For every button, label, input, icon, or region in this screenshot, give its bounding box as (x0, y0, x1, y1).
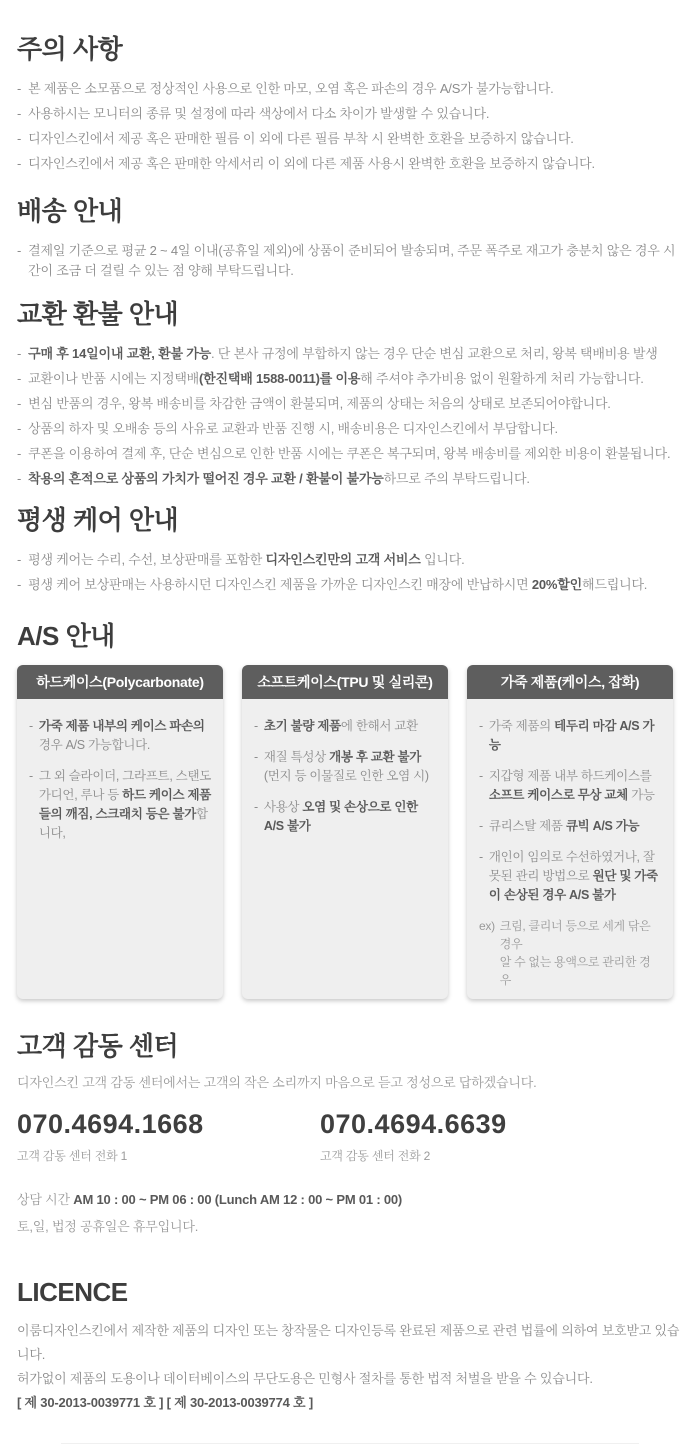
section-title-lifetime-care: 평생 케어 안내 (17, 505, 179, 535)
bullet-dash: - (17, 105, 22, 121)
as-card-note-text (500, 917, 661, 989)
as-card-item (479, 767, 661, 805)
bullet-dash: - (17, 576, 22, 592)
as-card-item-text (264, 748, 436, 786)
phone-label-1: 고객 감동 센터 전화 1 (17, 1149, 128, 1163)
as-card-item-text (39, 767, 211, 843)
text-segment: 사용상 (263, 800, 303, 814)
shipping-item-text (28, 241, 683, 281)
as-card-item (254, 798, 436, 836)
text-segment: 사용하시는 모니터의 종류 및 설정에 따라 색상에서 다소 차이가 발생할 수 있습니다. (28, 105, 490, 121)
exchange-refund-item (17, 341, 683, 366)
phone-block-2 (320, 1109, 623, 1164)
section-as-guide (17, 621, 683, 999)
phone-label-2: 고객 감동 센터 전화 2 (320, 1149, 431, 1163)
bullet-dash: - (17, 470, 22, 486)
text-segment: 교환이나 반품 시에는 지정택배 (28, 370, 200, 386)
text-emphasis: 디자인스킨만의 고객 서비스 (265, 551, 421, 567)
bullet-dash: - (29, 769, 33, 783)
text-emphasis: [ 제 30-2013-0039771 호 ] [ 제 30-2013-0039774 호 ] (17, 1395, 313, 1410)
bullet-dash: - (17, 130, 22, 146)
notice-item-text (28, 154, 683, 174)
as-card-note-prefix: ex) (479, 919, 495, 933)
exchange-refund-item-text (28, 444, 683, 464)
shipping-list (17, 238, 683, 283)
phone-number-2: 070.4694.6639 (320, 1109, 507, 1139)
as-card-softcase (242, 665, 448, 999)
as-card-item (479, 848, 661, 905)
as-card-note-line: 크림, 클리너 등으로 세게 닦은 경우 (499, 919, 651, 951)
text-emphasis: 초기 불량 제품 (263, 719, 341, 733)
text-segment: 상품의 하자 및 오배송 등의 사유로 교환과 반품 진행 시, 배송비용은 디자인스킨에서 부담합니다. (28, 420, 558, 436)
as-card-hardcase-body (17, 699, 223, 961)
section-title-as-guide: A/S 안내 (17, 621, 115, 651)
licence-lines (17, 1319, 683, 1415)
text-segment: 결제일 기준으로 평균 2 ~ 4일 이내(공휴일 제외)에 상품이 준비되어 발송되며, 주문 폭주로 재고가 충분치 않은 경우 시간이 조금 더 걸릴 수 있는 점 양해 부탁드립니다. (28, 242, 676, 278)
as-card-hardcase (17, 665, 223, 999)
as-card-item (254, 748, 436, 786)
as-card-item (479, 717, 661, 755)
text-emphasis: 소프트 케이스로 무상 교체 (488, 788, 628, 802)
bullet-dash: - (17, 395, 22, 411)
bullet-dash: - (17, 551, 22, 567)
text-segment: 본 제품은 소모품으로 정상적인 사용으로 인한 마모, 오염 혹은 파손의 경우 A/S가 불가능합니다. (28, 80, 554, 96)
notice-item-text (28, 104, 683, 124)
text-segment: 그 외 슬라이더, 그라프트, 스탠도 가디언, 루나 등 (38, 769, 211, 802)
as-card-item-text (39, 717, 211, 755)
as-card-leather-header: 가죽 제품(케이스, 잡화) (467, 665, 673, 699)
bullet-dash: - (17, 80, 22, 96)
exchange-refund-item (17, 391, 683, 416)
notice-item (17, 126, 683, 151)
bullet-dash: - (479, 850, 483, 864)
section-shipping (17, 196, 683, 283)
text-segment: 상담 시간 (17, 1192, 74, 1207)
shipping-item (17, 238, 683, 283)
section-title-customer-center: 고객 감동 센터 (17, 1031, 179, 1061)
section-title-exchange-refund: 교환 환불 안내 (17, 299, 179, 329)
text-emphasis: 테두리 마감 A/S 가능 (488, 719, 655, 752)
lifetime-care-item (17, 572, 683, 597)
bullet-dash: - (17, 345, 22, 361)
lifetime-care-item-text (28, 550, 683, 570)
section-title-shipping: 배송 안내 (17, 196, 123, 226)
exchange-refund-item-text (28, 394, 683, 414)
as-card-hardcase-header: 하드케이스(Polycarbonate) (17, 665, 223, 699)
bullet-dash: - (254, 750, 258, 764)
text-emphasis: 가죽 제품 내부의 케이스 파손의 (38, 719, 205, 733)
exchange-refund-item (17, 466, 683, 491)
bullet-dash: - (17, 445, 22, 461)
as-card-softcase-list (254, 717, 436, 836)
section-licence (17, 1277, 683, 1415)
notice-item-text (28, 79, 683, 99)
exchange-refund-item-text (28, 419, 683, 439)
notice-item (17, 101, 683, 126)
text-segment: 디자인스킨에서 제공 혹은 판매한 악세서리 이 외에 다른 제품 사용시 완벽한 호환을 보증하지 않습니다. (28, 155, 595, 171)
lifetime-care-list (17, 547, 683, 597)
text-segment: 허가없이 제품의 도용이나 데이터베이스의 무단도용은 민형사 절차를 통한 법적 처벌을 받을 수 있습니다. (17, 1371, 593, 1386)
as-card-leather (467, 665, 673, 999)
phone-block-1 (17, 1109, 320, 1164)
text-segment: 이룸디자인스킨에서 제작한 제품의 디자인 또는 창작물은 디자인등록 완료된 제품으로 관련 법률에 의하여 보호받고 있습니다. (17, 1323, 680, 1362)
as-card-item-text (489, 767, 661, 805)
text-segment: 평생 케어는 수리, 수선, 보상판매를 포함한 (28, 551, 266, 567)
bullet-dash: - (29, 719, 33, 733)
as-card-item-text (489, 817, 661, 836)
section-title-notice: 주의 사항 (17, 34, 123, 64)
text-segment: 하므로 주의 부탁드립니다. (383, 470, 530, 486)
text-segment: 합니다, (38, 807, 208, 840)
text-segment: 개인이 임의로 수선하였거나, 잘못된 관리 방법으로 (488, 850, 655, 883)
text-segment: 가죽 제품의 (488, 719, 555, 733)
customer-center-intro: 디자인스킨 고객 감동 센터에서는 고객의 작은 소리까지 마음으로 듣고 정성으로 답하겠습니다. (17, 1075, 537, 1090)
section-notice (17, 34, 683, 176)
as-card-hardcase-list (29, 717, 211, 843)
exchange-refund-item-text (28, 344, 683, 364)
text-emphasis: 20%할인 (531, 576, 583, 592)
as-card-note-line: 알 수 없는 용액으로 관리한 경우 (499, 955, 651, 987)
as-card-softcase-body (242, 699, 448, 961)
bullet-dash: - (17, 155, 22, 171)
exchange-refund-item (17, 416, 683, 441)
lifetime-care-item (17, 547, 683, 572)
text-segment: 에 한해서 교환 (340, 719, 418, 733)
exchange-refund-item-text (28, 369, 683, 389)
text-segment: (먼지 등 이물질로 인한 오염 시) (263, 769, 429, 783)
as-card-softcase-header: 소프트케이스(TPU 및 실리콘) (242, 665, 448, 699)
text-segment: 경우 A/S 가능합니다. (38, 738, 151, 752)
text-emphasis: 원단 및 가죽이 손상된 경우 A/S 불가 (488, 869, 658, 902)
as-card-item (479, 817, 661, 836)
as-card-item (254, 717, 436, 736)
text-emphasis: 개봉 후 교환 불가 (329, 750, 422, 764)
licence-line (17, 1319, 683, 1367)
text-segment: 변심 반품의 경우, 왕복 배송비를 차감한 금액이 환불되며, 제품의 상태는 처음의 상태로 보존되어야합니다. (28, 395, 611, 411)
exchange-refund-item-text (28, 469, 683, 489)
text-emphasis: 오염 및 손상으로 인한 A/S 불가 (263, 800, 418, 833)
text-emphasis: AM 10 : 00 ~ PM 06 : 00 (Lunch AM 12 : 00 ~ PM 01 : 00) (73, 1192, 403, 1207)
section-title-licence: LICENCE (17, 1277, 128, 1307)
text-emphasis: (한진택배 1588-0011)를 이용 (199, 370, 361, 386)
text-segment: . 단 본사 규정에 부합하지 않는 경우 단순 변심 교환으로 처리, 왕복 택배비용 발생 (210, 345, 658, 361)
notice-item (17, 151, 683, 176)
bullet-dash: - (17, 420, 22, 436)
as-card-item (29, 767, 211, 843)
as-card-item-text (264, 798, 436, 836)
as-cards (17, 665, 683, 999)
text-segment: 쿠폰을 이용하여 결제 후, 단순 변심으로 인한 반품 시에는 쿠폰은 복구되며, 왕복 배송비를 제외한 비용이 환불됩니다. (28, 445, 671, 461)
notice-list (17, 76, 683, 176)
bullet-dash: - (17, 242, 22, 258)
as-card-item-text (264, 717, 436, 736)
closed-days: 토,일, 법정 공휴일은 휴무입니다. (17, 1219, 199, 1234)
lifetime-care-item-text (28, 575, 683, 595)
bullet-dash: - (254, 719, 258, 733)
exchange-refund-list (17, 341, 683, 491)
section-customer-center (17, 1031, 683, 1237)
text-emphasis: 구매 후 14일이내 교환, 환불 가능 (28, 345, 211, 361)
text-segment: 지갑형 제품 내부 하드케이스를 (488, 769, 652, 783)
as-card-item-text (489, 717, 661, 755)
text-segment: 해 주셔야 추가비용 없이 원활하게 처리 가능합니다. (360, 370, 644, 386)
licence-line (17, 1367, 683, 1391)
text-segment: 입니다. (420, 551, 465, 567)
text-segment: 해드립니다. (582, 576, 648, 592)
text-segment: 큐리스탈 제품 (488, 819, 566, 833)
text-segment: 재질 특성상 (263, 750, 330, 764)
licence-line (17, 1391, 683, 1415)
text-emphasis: 하드 케이스 제품들의 깨짐, 스크래치 등은 불가 (38, 788, 211, 821)
section-lifetime-care (17, 505, 683, 597)
text-segment: 가능 (627, 788, 655, 802)
phone-columns (17, 1109, 683, 1164)
text-emphasis: 큐빅 A/S 가능 (565, 819, 640, 833)
exchange-refund-item (17, 366, 683, 391)
notice-item (17, 76, 683, 101)
bullet-dash: - (17, 370, 22, 386)
consultation-hours (17, 1190, 683, 1210)
as-card-item (29, 717, 211, 755)
as-card-leather-list (479, 717, 661, 905)
exchange-refund-item (17, 441, 683, 466)
text-emphasis: 착용의 흔적으로 상품의 가치가 떨어진 경우 교환 / 환불이 불가능 (28, 470, 384, 486)
text-segment: 평생 케어 보상판매는 사용하시던 디자인스킨 제품을 가까운 디자인스킨 매장에 반납하시면 (28, 576, 532, 592)
bullet-dash: - (479, 769, 483, 783)
phone-number-1: 070.4694.1668 (17, 1109, 204, 1139)
as-card-note (479, 917, 661, 989)
text-segment: 디자인스킨에서 제공 혹은 판매한 필름 이 외에 다른 필름 부착 시 완벽한 호환을 보증하지 않습니다. (28, 130, 574, 146)
as-card-item-text (489, 848, 661, 905)
bullet-dash: - (479, 719, 483, 733)
notice-item-text (28, 129, 683, 149)
bullet-dash: - (254, 800, 258, 814)
as-card-leather-body (467, 699, 673, 999)
section-exchange-refund (17, 299, 683, 491)
bullet-dash: - (479, 819, 483, 833)
